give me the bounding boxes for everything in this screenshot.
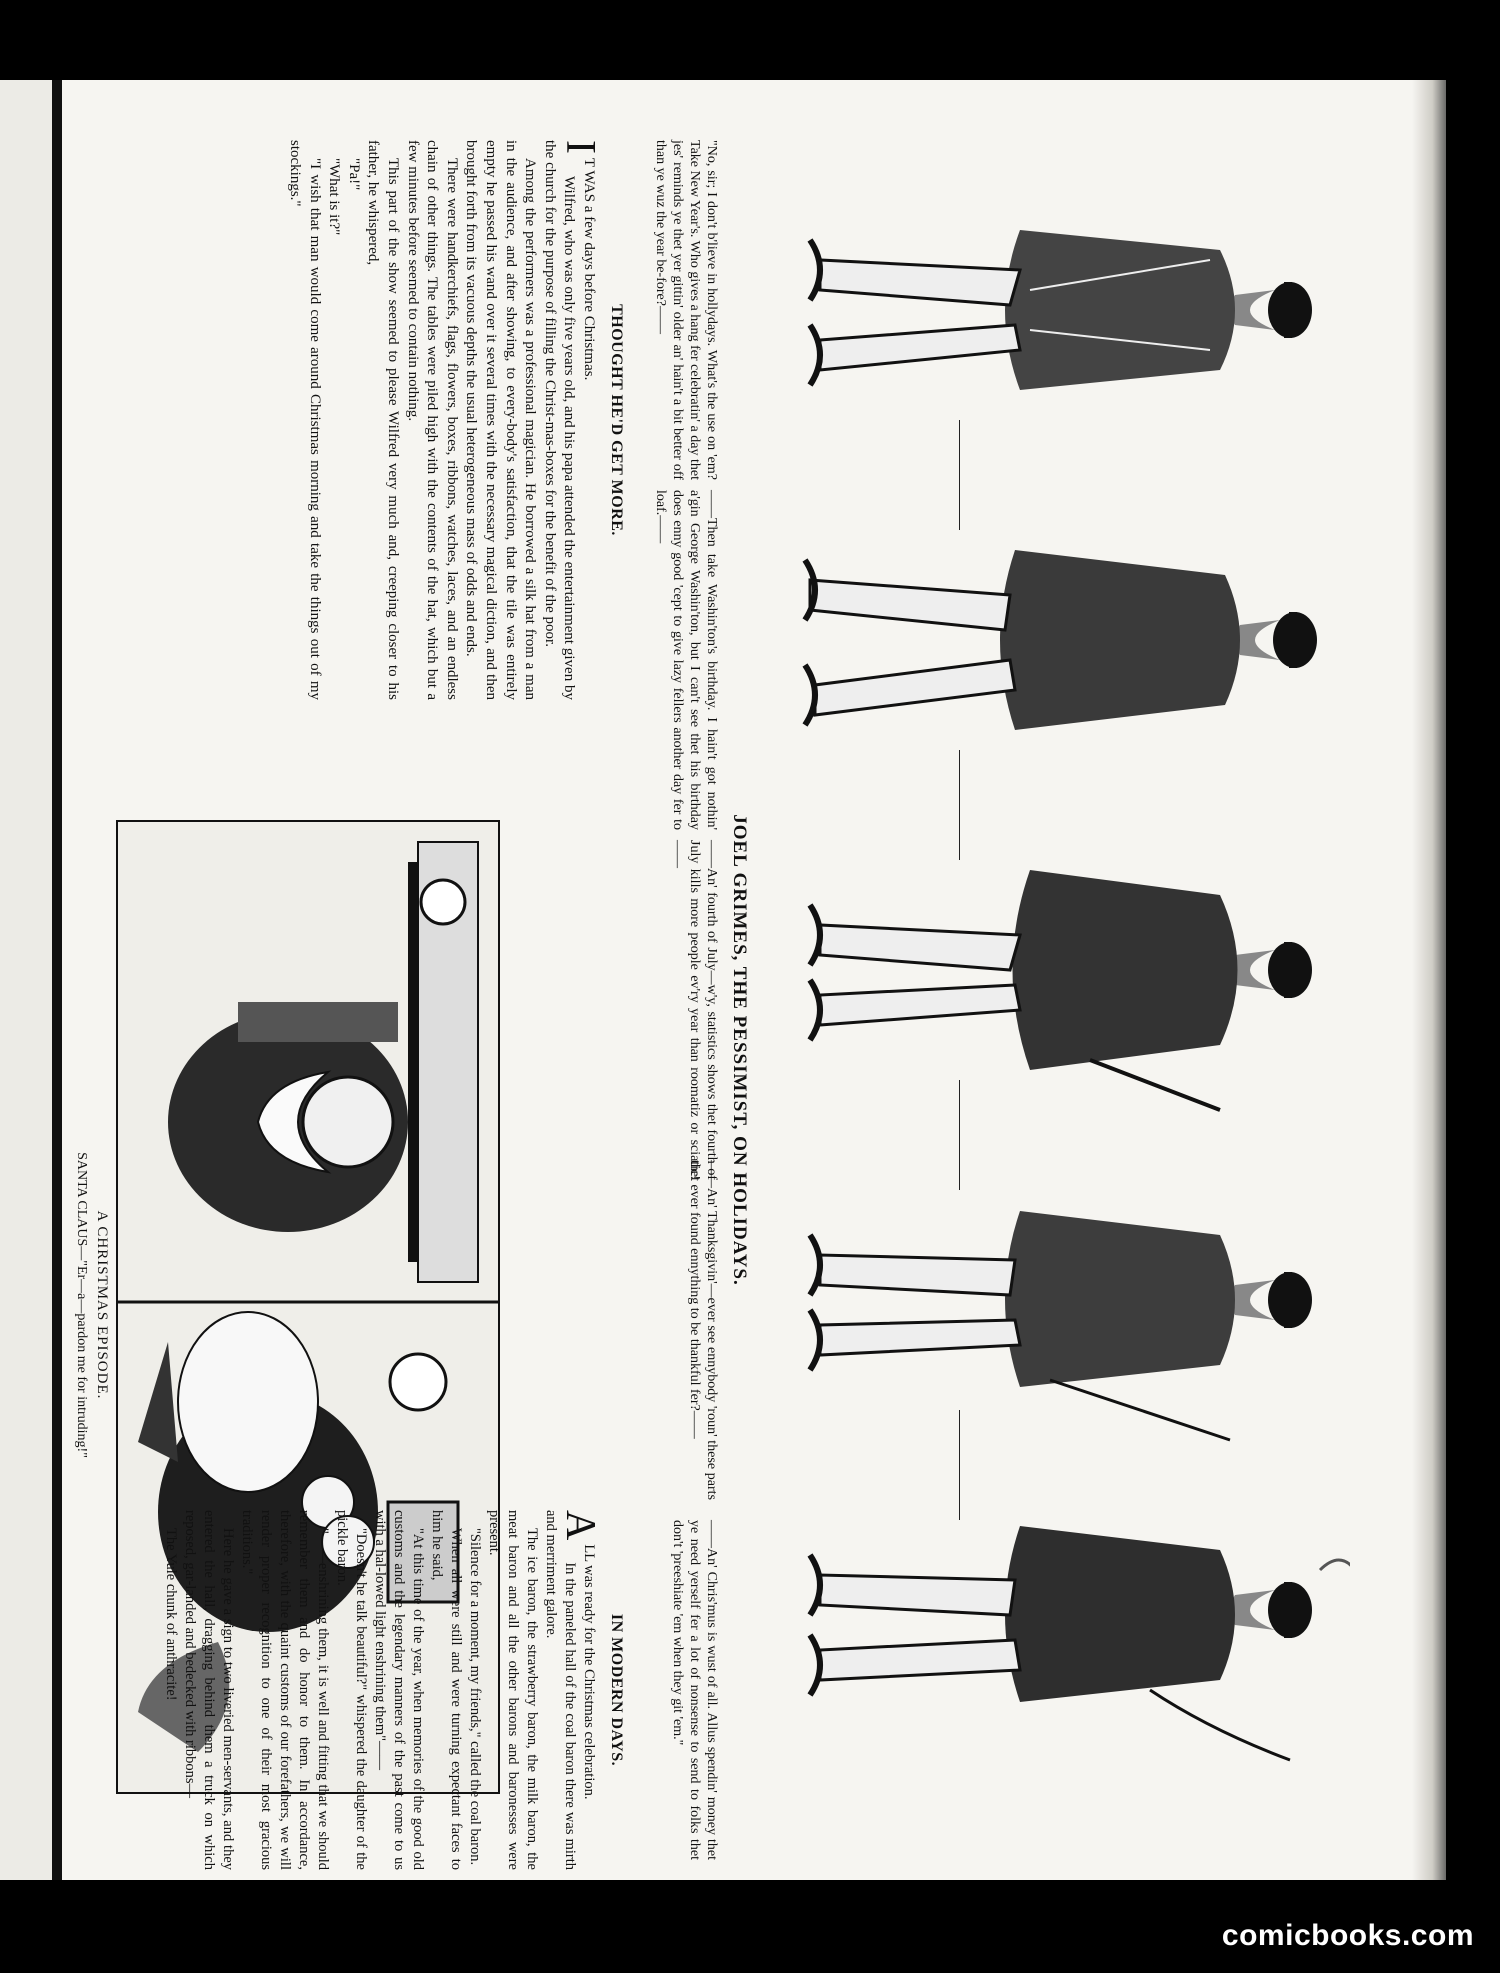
thought-paragraph-1-text: T WAS a few days before Christmas. <box>581 158 597 381</box>
joel-figure-2-drawing <box>770 480 1350 800</box>
thought-paragraph-7: "What is it?" <box>326 158 343 236</box>
modern-story-body <box>161 1510 603 1870</box>
thought-dropcap: I <box>557 140 603 154</box>
thought-story-title: THOUGHT HE'D GET MORE. <box>608 304 625 536</box>
joel-figure-4-drawing <box>770 1140 1350 1460</box>
thought-paragraph-8: "I wish that man would come around Christmas morning and take the things out of my stockings." <box>287 140 323 700</box>
figure-divider-3 <box>959 1080 960 1190</box>
modern-dropcap: A <box>557 1510 603 1541</box>
modern-paragraph-6: "At this time of the year, when memories of the good old customs and the legendary manners of the past come to us with a hal-lowed light enshrining them"—— <box>372 1510 426 1870</box>
figure-divider-2 <box>959 750 960 860</box>
joel-grimes-title: JOEL GRIMES, THE PESSIMIST, ON HOLIDAYS. <box>729 814 750 1286</box>
modern-paragraph-4: "Silence for a moment, my friends," called the coal baron. <box>467 1528 483 1866</box>
figure-divider-1 <box>959 420 960 530</box>
joel-figure-1-drawing <box>770 150 1350 470</box>
santa-quote-text: —"Er—a—pardon me for intruding!" <box>74 1246 89 1458</box>
christmas-episode-title: A CHRISTMAS EPISODE. <box>94 1210 110 1400</box>
modern-paragraph-8: "——enshrining them, it is well and fitting that we should remember them and do honor to them. In accordance, therefore, with the quaint customs of our forefathers, we will render proper recognition to one of their most gracious traditions." <box>239 1510 331 1870</box>
santa-speaker-label: SANTA CLAUS <box>74 1152 89 1247</box>
joel-caption-5: ——An' Chris'mus is wust of all. Allus spendin' money thet ye need yerself fer a lot of nonsense to send to folks thet don't 'preeshiate 'em when they git 'em." <box>670 1520 719 1860</box>
modern-paragraph-1-text: LL was ready for the Christmas celebration. <box>581 1544 597 1800</box>
modern-paragraph-10: The Yule chunk of anthracite! <box>163 1528 179 1701</box>
joel-figure-5-drawing <box>770 1470 1350 1790</box>
modern-paragraph-3: The ice baron, the strawberry baron, the milk baron, the meat baron and all the other barons and baronesses were present. <box>486 1510 540 1870</box>
modern-paragraph-5: When all were still and were turning expectant faces to him he said, <box>429 1510 464 1870</box>
thought-story-body <box>285 140 603 700</box>
joel-caption-1: "No, sir; I don't b'lieve in hollydays. What's the use on 'em? Take New Year's. Who gives a hang fer celebratin' a day thet jes' reminds ye thet yer gittin' older an' hain't a bit better off than ye wuz the year be-fore?—— <box>653 140 719 480</box>
thought-paragraph-3: Among the performers was a professional magician. He borrowed a silk hat from a man in the audience, and after showing, to every-body's satisfaction, that the tile was entirely empty he passed his wand over it several times with the necessary magical diction, and then brought forth from its vacuous depths the usual heterogeneous mass of odds and ends. <box>463 140 539 700</box>
figure-divider-4 <box>959 1410 960 1520</box>
joel-figure-3-drawing <box>770 810 1350 1130</box>
joel-caption-2: ——Then take Washin'ton's birthday. I hain't got nothin' a'gin George Washin'ton, but I can't see thet his birthday does enny good 'cept to give lazy fellers another day fer to loaf.—— <box>653 490 719 830</box>
page-curl-shadow <box>1412 80 1446 1880</box>
thought-paragraph-2: Wilfred, who was only five years old, and his papa attended the entertainment given by the church for the purpose of filling the Christ-mas-boxes for the benefit of the poor. <box>541 140 578 700</box>
thought-paragraph-5: This part of the show seemed to please Wilfred very much and, creeping closer to his father, he whispered, <box>365 140 402 700</box>
christmas-episode-quote <box>73 820 89 1790</box>
rotated-page-content <box>30 120 1390 1880</box>
joel-figure-4 <box>770 1140 1350 1460</box>
modern-paragraph-7: "Doesn't he talk beautiful?" whispered the daughter of the pickle baron. <box>334 1510 369 1870</box>
modern-paragraph-2: In the paneled hall of the coal baron there was mirth and merriment galore. <box>543 1510 578 1870</box>
joel-figure-3 <box>770 810 1350 1130</box>
modern-story-title: IN MODERN DAYS. <box>608 1613 625 1767</box>
joel-caption-4: ——An' Thanksgivin'—ever see ennybody 'roun' these parts thet ever found ennything to be thankful fer?—— <box>687 1160 719 1500</box>
modern-paragraph-9: Here he gave a sign to two liveried men-servants, and they entered the hall, dragging behind them a truck on which reposed, gar-landed and bedecked with ribbons— <box>182 1510 236 1870</box>
joel-figure-2 <box>770 480 1350 800</box>
joel-caption-3: ——An' fourth of July—w'y, statistics shows thet fourth of July kills more people ev'ry year than roomatiz or sciatic!—— <box>670 840 719 1180</box>
thought-paragraph-4: There were handkerchiefs, flags, flowers, boxes, ribbons, watches, laces, and an endless chain of other things. The tables were piled high with the contents of the hat, which but a few minutes before seemed to contain nothing. <box>404 140 460 700</box>
thought-paragraph-6: "Pa!" <box>345 158 362 191</box>
christmas-episode-caption <box>73 820 110 1790</box>
comicbooks-watermark: comicbooks.com <box>1221 1919 1474 1952</box>
joel-figure-5 <box>770 1470 1350 1790</box>
joel-figure-1 <box>770 150 1350 470</box>
